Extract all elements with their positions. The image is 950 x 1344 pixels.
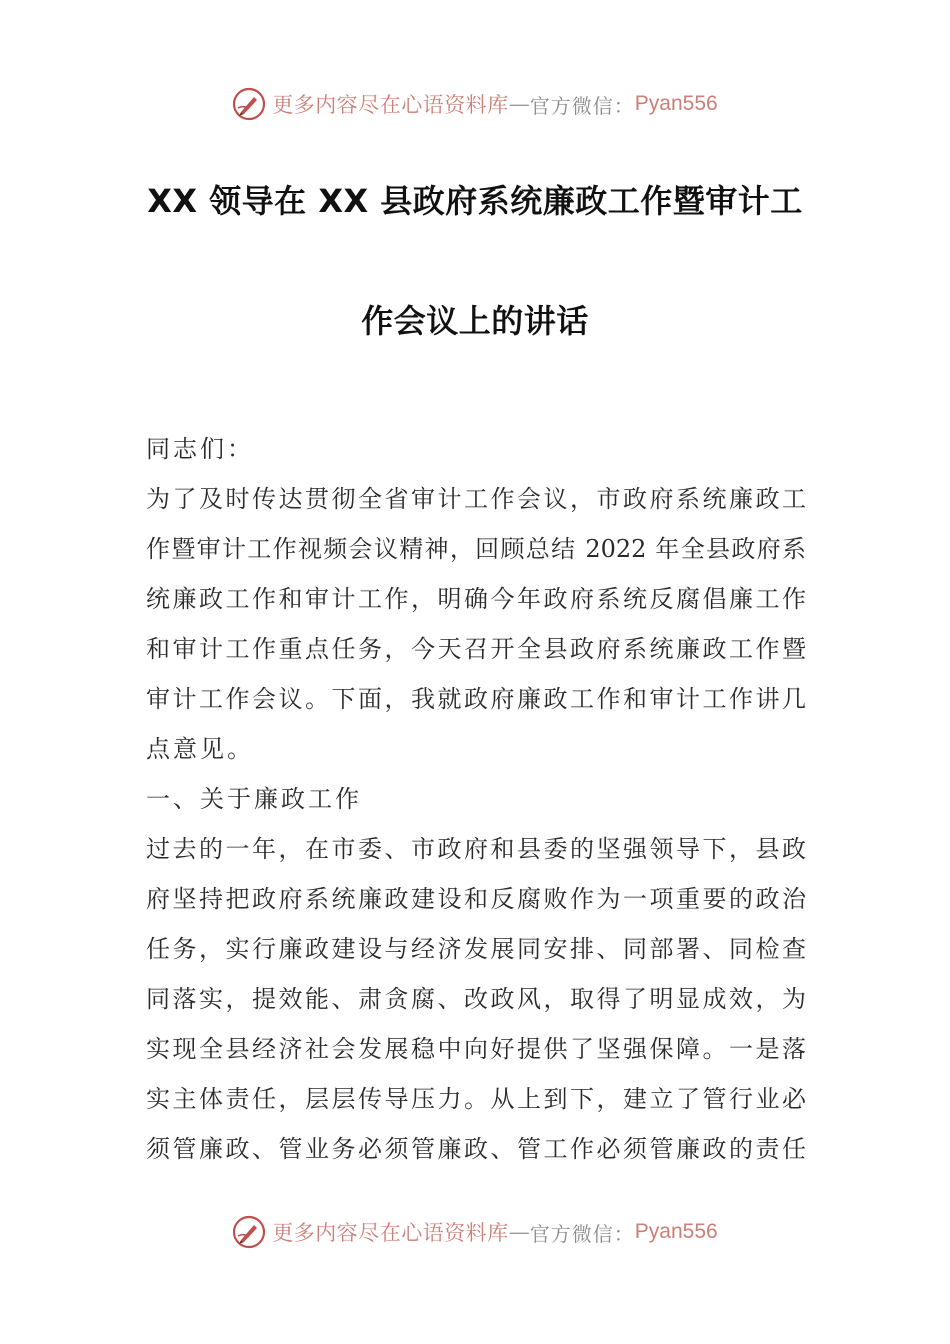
watermark-text: 更多内容尽在心语资料库: [272, 1221, 509, 1245]
watermark-contact-label: 官方微信：: [529, 1221, 635, 1246]
watermark-contact-id: Pyan556: [634, 1220, 718, 1243]
document-title-line-1: XX 领导在 XX 县政府系统廉政工作暨审计工: [147, 182, 803, 220]
document-title-line-2: 作会议上的讲话: [361, 302, 589, 340]
watermark-banner-top: [0, 80, 950, 128]
paragraph1-line: 统廉政工作和审计工作，明确今年政府系统反腐倡廉工作: [146, 585, 806, 613]
watermark-banner-bottom: [0, 1208, 950, 1256]
watermark-text: 更多内容尽在心语资料库: [272, 93, 509, 117]
watermark-contact-label: 官方微信：: [529, 93, 635, 118]
watermark-dash: —: [508, 92, 530, 116]
paragraph1-line: 点意见。: [146, 735, 254, 763]
paragraph1-line: 为了及时传达贯彻全省审计工作会议，市政府系统廉政工: [146, 485, 806, 513]
salutation: 同志们：: [146, 435, 254, 463]
paragraph2-line: 实现全县经济社会发展稳中向好提供了坚强保障。一是落: [146, 1035, 806, 1063]
watermark-contact-id: Pyan556: [634, 92, 718, 115]
paragraph2-line: 实主体责任，层层传导压力。从上到下，建立了管行业必: [146, 1085, 806, 1113]
watermark-dash: —: [508, 1220, 530, 1244]
paragraph1-line: 作暨审计工作视频会议精神，回顾总结 2022 年全县政府系: [146, 535, 806, 563]
paragraph1-line: 审计工作会议。下面，我就政府廉政工作和审计工作讲几: [146, 685, 806, 713]
paragraph1-line: 和审计工作重点任务，今天召开全县政府系统廉政工作暨: [146, 635, 806, 663]
paragraph2-line: 府坚持把政府系统廉政建设和反腐败作为一项重要的政治: [146, 885, 806, 913]
paragraph2-line: 须管廉政、管业务必须管廉政、管工作必须管廉政的责任: [146, 1135, 806, 1163]
pen-logo-icon: [232, 87, 266, 121]
paragraph2-line: 任务，实行廉政建设与经济发展同安排、同部署、同检查: [146, 935, 806, 963]
paragraph2-line: 同落实，提效能、肃贪腐、改政风，取得了明显成效，为: [146, 985, 806, 1013]
paragraph2-line: 过去的一年，在市委、市政府和县委的坚强领导下，县政: [146, 835, 806, 863]
pen-logo-icon: [232, 1215, 266, 1249]
section-heading: 一、关于廉政工作: [146, 785, 362, 813]
